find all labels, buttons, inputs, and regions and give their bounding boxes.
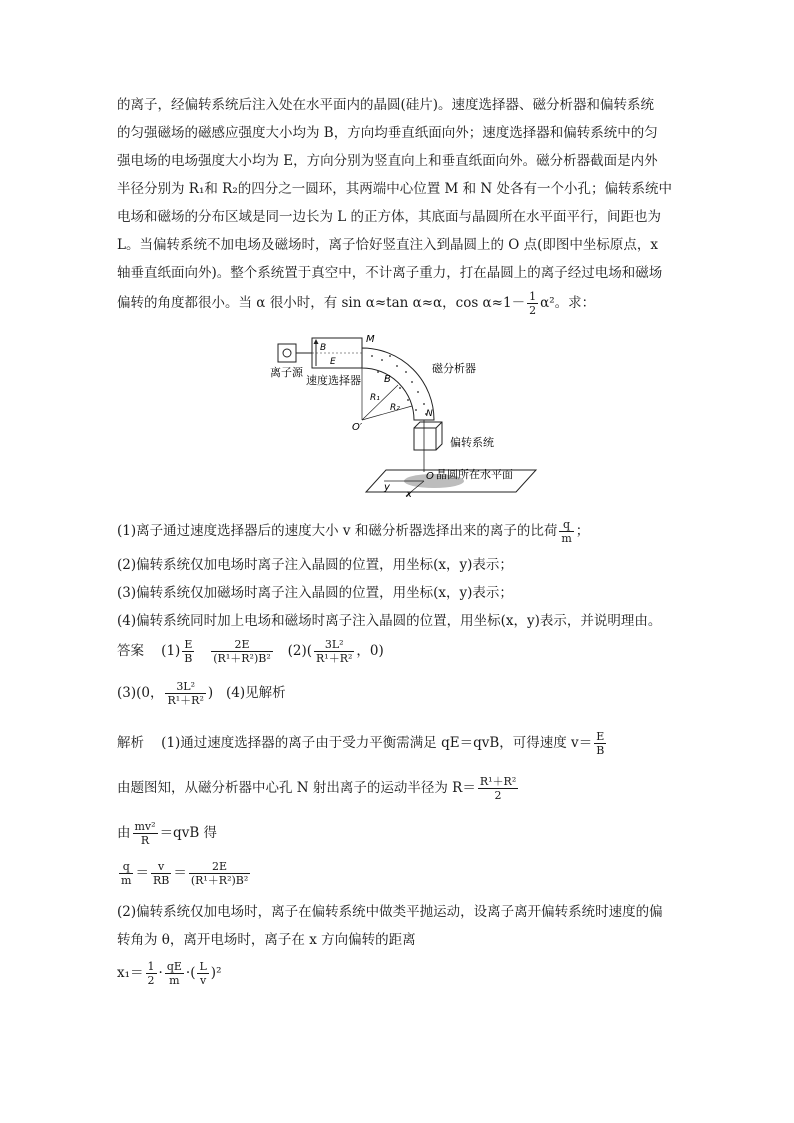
analysis-p6-f3-den: v [200, 974, 207, 987]
answer-2-num: 3L² [314, 638, 354, 652]
analysis-p2-frac [478, 775, 518, 802]
analysis-line-2 [117, 775, 520, 802]
intro-line-2: 的匀强磁场的磁感应强度大小均为 B，方向均垂直纸面向外；速度选择器和偏转系统中的匀 [117, 125, 658, 141]
label-B-analyzer: B [384, 374, 391, 385]
label-wafer-plane: 晶圆所在水平面 [436, 468, 513, 481]
label-deflection-system: 偏转系统 [450, 436, 494, 449]
analysis-p6-frac-1 [146, 960, 157, 987]
intro-line-6: L。当偏转系统不加电场及磁场时，离子恰好竖直注入到晶圆上的 O 点(即图中坐标原点，x [117, 237, 658, 253]
answer-2-den: R¹＋R² [316, 652, 353, 665]
label-O-prime: O′ [352, 422, 363, 433]
label-magnetic-analyzer: 磁分析器 [432, 362, 476, 375]
answer-3-num: 3L² [165, 680, 205, 694]
analysis-p4-f3-num: 2E [189, 860, 250, 874]
label-R1: R₁ [370, 393, 380, 403]
analysis-p6-f1-den: 2 [147, 974, 155, 987]
analysis-p4-f2-num: v [151, 860, 171, 874]
half-den: 2 [529, 304, 537, 317]
analysis-p6-suffix: ² [216, 965, 222, 981]
question-4: (4)偏转系统同时加上电场和磁场时离子注入晶圆的位置，用坐标(x，y)表示，并说明理由。 [117, 613, 662, 629]
analysis-p3-den: R [140, 834, 150, 847]
answer-line-1 [117, 638, 384, 665]
label-M: M [366, 334, 375, 345]
answer-label: 答案 [117, 643, 144, 659]
analysis-p6-f3-num: L [199, 960, 207, 973]
analysis-p4-f1-den: m [121, 874, 132, 887]
label-e-selector: E [330, 357, 336, 367]
analysis-p2-num: R¹＋R² [479, 775, 517, 788]
analysis-p6-f2-den: m [169, 974, 180, 987]
analysis-label: 解析 [117, 735, 144, 751]
label-velocity-selector: 速度选择器 [306, 374, 361, 387]
analysis-p6-prefix: x₁＝ [117, 965, 144, 981]
q1-num: q [559, 518, 573, 532]
intro-line-8-prefix: 偏转的角度都很小。当 α 很小时，有 sin α≈tan α≈α，cos α≈1－ [117, 295, 526, 311]
answer-1-frac-1 [182, 638, 194, 665]
analysis-line-3 [117, 820, 217, 847]
half-fraction [527, 290, 538, 317]
analysis-p3-frac [133, 820, 158, 847]
intro-line-4: 半径分别为 R₁和 R₂的四分之一圆环，其两端中心位置 M 和 N 处各有一个小孔；偏转系统中 [117, 181, 673, 197]
analysis-p2: 由题图知，从磁分析器中心孔 N 射出离子的运动半径为 R＝ [117, 780, 476, 796]
ion-source-circle [283, 349, 291, 357]
intro-line-5: 电场和磁场的分布区域是同一边长为 L 的正方体，其底面与晶圆所在水平面平行，间距也为 [117, 209, 662, 225]
deflection-cube-edge [436, 422, 442, 428]
analysis-line-4: $\frac{q}{m}$ ＝ $\frac{v}{RB}$ ＝ $\frac{2E}{\text{(R¹＋R²)B²}}$ [121, 860, 249, 887]
analysis-p6-f1-num: 1 [147, 960, 155, 973]
intro-line-7: 轴垂直纸面向外)。整个系统置于真空中，不计离子重力，打在晶圆上的离子经过电场和磁场 [117, 265, 663, 281]
intro-line-3: 强电场的电场强度大小均为 E，方向分别为竖直向上和垂直纸面向外。磁分析器截面是内外 [117, 153, 658, 169]
analysis-p4-frac-1 [119, 860, 133, 887]
label-ion-source: 离子源 [270, 366, 303, 379]
answer-1-frac-2-num: 2E [211, 638, 272, 652]
q1-den: m [561, 532, 572, 545]
analysis-line-5: (2)偏转系统仅加电场时，离子在偏转系统中做类平抛运动，设离子离开偏转系统时速度的偏 [117, 904, 663, 920]
analysis-p2-den: 2 [494, 789, 502, 802]
e-field-arrowhead [314, 339, 319, 344]
ion-source-box [278, 344, 296, 362]
q1-suffix: ； [575, 523, 590, 539]
label-x: x [406, 489, 412, 500]
label-O: O [426, 471, 434, 482]
answer-1-frac-1-num: E [182, 638, 194, 652]
analysis-p3-suffix: ＝qvB 得 [159, 825, 218, 841]
answer-2-prefix: (2)( [287, 643, 312, 659]
analysis-p4-f2-den: RB [152, 874, 170, 887]
analysis-p3-num: mv² [134, 820, 156, 833]
analysis-line-6: 转角为 θ，离开电场时，离子在 x 方向偏转的距离 [117, 932, 416, 948]
answer-line-2 [117, 680, 286, 707]
question-3: (3)偏转系统仅加磁场时离子注入晶圆的位置，用坐标(x，y)表示； [117, 585, 513, 601]
apparatus-figure [266, 330, 556, 500]
answer-1-frac-2 [211, 638, 272, 665]
answer-3-prefix: (3)(0， [117, 685, 164, 701]
deflection-cube-front [414, 428, 436, 450]
label-y: y [384, 482, 390, 493]
answer-1-prefix: (1) [161, 643, 181, 659]
label-N: N [426, 409, 433, 419]
intro-line-8-suffix: α²。求： [540, 295, 596, 311]
analysis-p1-num: E [594, 730, 606, 744]
q1-fraction [559, 518, 573, 545]
answer-4: (4)见解析 [226, 685, 286, 701]
answer-1-frac-2-den: (R¹＋R²)B² [213, 652, 271, 665]
analysis-p4-frac-3 [189, 860, 250, 887]
answer-2-frac [314, 638, 354, 665]
question-1 [117, 518, 589, 545]
label-b-selector: B [320, 343, 327, 353]
analysis-p1-den: B [596, 744, 605, 757]
answer-3-frac [165, 680, 205, 707]
half-num: 1 [529, 290, 537, 303]
answer-3-suffix: ) [207, 685, 214, 701]
analysis-p6-f2-num: qE [166, 960, 182, 973]
answer-2-suffix: ，0) [356, 643, 384, 659]
answer-3-den: R¹＋R² [167, 694, 204, 707]
analysis-p4-frac-2 [151, 860, 171, 887]
analysis-p6-frac-3 [197, 960, 208, 987]
analysis-p6-frac-2 [165, 960, 184, 987]
label-R2: R₂ [390, 403, 400, 413]
question-2: (2)偏转系统仅加电场时离子注入晶圆的位置，用坐标(x，y)表示； [117, 557, 513, 573]
analysis-line-7: x₁＝ $\frac{1}{2}$ · $\frac{qE}{m}$ ·( $\frac{L}{v}$ )² [117, 960, 222, 987]
analysis-p1: (1)通过速度选择器的离子由于受力平衡需满足 qE＝qvB，可得速度 v＝ [161, 735, 593, 751]
intro-line-1: 的离子，经偏转系统后注入处在水平面内的晶圆(硅片)。速度选择器、磁分析器和偏转系统 [117, 97, 655, 113]
analysis-line-1 [117, 730, 608, 757]
answer-1-frac-1-den: B [184, 652, 193, 665]
intro-line-8 [117, 290, 595, 317]
q1-prefix: (1)离子通过速度选择器后的速度大小 v 和磁分析器选择出来的离子的比荷 [117, 523, 558, 539]
analysis-p4-f1-num: q [119, 860, 133, 874]
analysis-p3-prefix: 由 [117, 825, 131, 841]
analysis-p4-f3-den: (R¹＋R²)B² [190, 874, 249, 887]
analysis-p1-frac [594, 730, 606, 757]
